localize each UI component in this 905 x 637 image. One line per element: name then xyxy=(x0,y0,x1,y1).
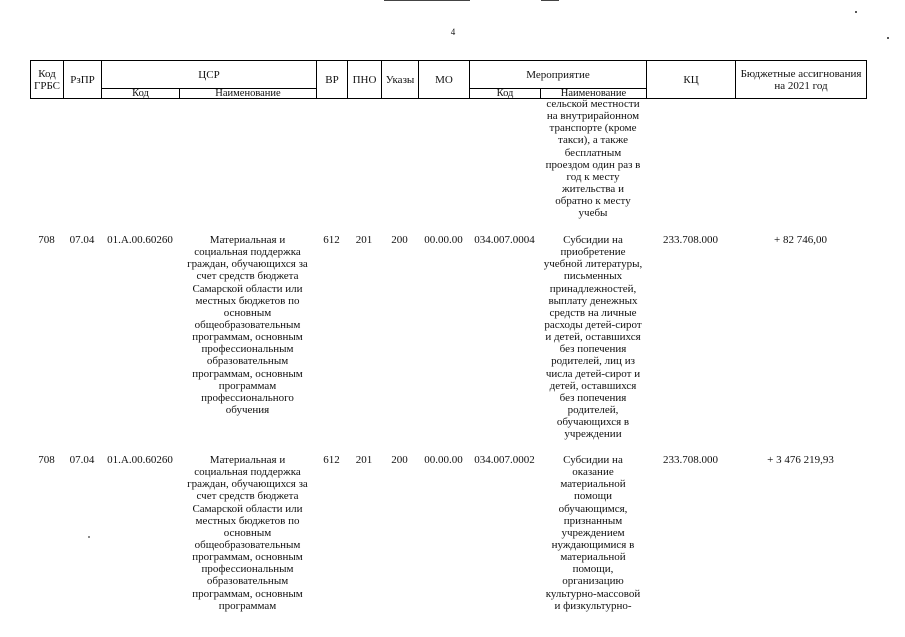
mer-code-cell: 034.007.0002 xyxy=(474,454,535,466)
csr-name-cell-line: счет средств бюджета xyxy=(196,490,299,503)
csr-name-cell-line: профессионального xyxy=(201,391,294,404)
mer-name-cell-line: учреждении xyxy=(564,428,622,441)
mer-name-cell-line: культурно-массовой xyxy=(545,587,641,600)
csr-name-cell-line: общеобразовательным xyxy=(194,538,301,551)
csr-name-cell xyxy=(179,234,316,416)
header-mo: МО xyxy=(419,61,470,99)
mer-name-cell-line: учреждением xyxy=(561,526,625,539)
scan-speck xyxy=(88,536,90,538)
mer-name-cell-line: нуждающимися в xyxy=(551,538,635,551)
csr-name-cell-line: профессиональным xyxy=(201,563,294,576)
mer-name-cell-line: Субсидии на xyxy=(563,234,623,246)
mer-name-cell-line: материальной xyxy=(560,478,626,491)
rzpr-cell: 07.04 xyxy=(69,454,95,466)
mer-name-cell-line: помощи xyxy=(574,490,612,503)
mer-name-cell-line: год к месту xyxy=(566,170,620,183)
csr-name-cell-line: местных бюджетов по xyxy=(195,294,300,307)
header-mer-code: Код xyxy=(470,89,541,99)
mer-name-cell-line: и детей, оставшихся xyxy=(545,331,641,344)
mer-name-cell-line: на внутрирайонном xyxy=(546,110,640,123)
csr-name-cell-line: образовательным xyxy=(206,355,289,368)
vr-cell: 612 xyxy=(323,454,340,466)
mer-name-cell-line: обучающимся, xyxy=(558,502,628,515)
header-csr-code: Код xyxy=(102,89,180,99)
mer-name-cell-line: выплату денежных xyxy=(548,294,638,307)
header-csr-name: Наименование xyxy=(180,89,317,99)
mer-name-cell-line: проездом один раз в xyxy=(545,158,641,171)
header-meropriyatie: Мероприятие xyxy=(470,61,647,89)
csr-name-cell-line: образовательным xyxy=(206,575,289,588)
mer-name-cell-line: без попечения xyxy=(559,391,627,404)
csr-name-cell-line: Материальная и xyxy=(209,454,286,466)
csr-name-cell-line: основным xyxy=(223,526,272,539)
csr-name-cell-line: местных бюджетов по xyxy=(195,514,300,527)
mer-name-cell-line: принадлежностей, xyxy=(549,282,637,295)
header-csr: ЦСР xyxy=(102,61,317,89)
header-grbs-line: Код xyxy=(38,67,56,80)
csr-name-cell-line: социальная поддержка xyxy=(194,246,301,259)
mer-name-cell-line: материальной xyxy=(560,551,626,564)
mer-name-cell-line: учебы xyxy=(578,207,608,220)
ukazy-cell: 200 xyxy=(391,234,408,246)
mer-name-cell-line: учебной литературы, xyxy=(543,258,643,271)
scan-speck xyxy=(855,11,857,13)
mer-name-cell-line: средств на личные xyxy=(549,306,637,319)
pno-cell: 201 xyxy=(355,234,373,246)
header-kc: КЦ xyxy=(647,61,736,99)
mer-code-cell: 034.007.0004 xyxy=(474,234,535,246)
mer-name-cell-line: бесплатным xyxy=(564,146,622,159)
mer-name-cell-line: обучающихся в xyxy=(556,416,630,429)
csr-name-cell-line: программам xyxy=(218,599,277,612)
mo-cell: 00.00.00 xyxy=(424,454,463,466)
mer-name-cell-line: обратно к месту xyxy=(555,195,631,208)
vr-cell: 612 xyxy=(323,234,340,246)
csr-name-cell-line: программам xyxy=(218,379,277,392)
csr-name-cell-line: Материальная и xyxy=(209,234,286,246)
mer-name-cell-line: письменных xyxy=(563,270,623,283)
csr-code-cell: 01.А.00.60260 xyxy=(107,234,173,246)
csr-name-cell-line: социальная поддержка xyxy=(194,466,301,479)
grbs-cell: 708 xyxy=(38,454,55,466)
csr-name-cell-line: профессиональным xyxy=(201,343,294,356)
csr-name-cell-line: обучения xyxy=(225,403,270,416)
header-grbs xyxy=(31,61,64,99)
scan-speck xyxy=(887,37,889,39)
mer-name-cell-line: организацию xyxy=(562,575,624,588)
amount-cell: + 82 746,00 xyxy=(774,234,827,246)
mer-name-cell xyxy=(540,98,646,219)
csr-name-cell-line: граждан, обучающихся за xyxy=(187,478,308,491)
mer-name-cell-line: детей, оставшихся xyxy=(549,379,637,392)
mer-name-cell-line: приобретение xyxy=(560,246,626,259)
header-mer-name: Наименование xyxy=(541,89,647,99)
kc-cell: 233.708.000 xyxy=(663,454,718,466)
csr-name-cell-line: счет средств бюджета xyxy=(196,270,299,283)
mer-name-cell-line: расходы детей-сирот xyxy=(544,318,642,331)
csr-name-cell-line: Самарской области или xyxy=(192,282,303,295)
mer-name-cell-line: транспорте (кроме xyxy=(549,122,637,135)
mer-name-cell-line: без попечения xyxy=(559,343,627,356)
rzpr-cell: 07.04 xyxy=(69,234,95,246)
header-vr: ВР xyxy=(317,61,348,99)
csr-name-cell-line: программам, основным xyxy=(192,587,303,600)
mer-name-cell xyxy=(540,454,646,612)
mer-name-cell-line: числа детей-сирот и xyxy=(545,367,641,380)
csr-name-cell-line: граждан, обучающихся за xyxy=(187,258,308,271)
csr-name-cell-line: программам, основным xyxy=(192,331,303,344)
mer-name-cell-line: помощи, xyxy=(572,563,614,576)
csr-name-cell-line: Самарской области или xyxy=(192,502,303,515)
header-budget xyxy=(736,61,867,99)
mer-name-cell-line: такси), а также xyxy=(558,134,628,147)
csr-name-cell-line: программам, основным xyxy=(192,551,303,564)
csr-name-cell xyxy=(179,454,316,612)
grbs-cell: 708 xyxy=(38,234,55,246)
mer-name-cell-line: сельской местности xyxy=(546,98,640,110)
mer-name-cell-line: и физкультурно- xyxy=(554,599,632,612)
mer-name-cell-line: родителей, xyxy=(567,403,619,416)
csr-name-cell-line: основным xyxy=(223,306,272,319)
header-grbs-line: ГРБС xyxy=(33,79,61,92)
mer-name-cell-line: оказание xyxy=(572,466,614,479)
mer-name-cell xyxy=(540,234,646,440)
page-number: 4 xyxy=(450,27,456,37)
mer-name-cell-line: жительства и xyxy=(562,182,624,195)
scan-edge-mark xyxy=(384,0,470,1)
ukazy-cell: 200 xyxy=(391,454,408,466)
mer-name-cell-line: Субсидии на xyxy=(563,454,623,466)
mer-name-cell-line: признанным xyxy=(563,514,623,527)
mer-name-cell-line: родителей, лиц из xyxy=(551,355,635,368)
csr-name-cell-line: общеобразовательным xyxy=(194,318,301,331)
scan-edge-mark xyxy=(541,0,559,1)
header-budget-line: Бюджетные ассигнования xyxy=(740,67,862,80)
amount-cell: + 3 476 219,93 xyxy=(767,454,834,466)
header-budget-line: на 2021 год xyxy=(774,79,828,92)
header-rzpr: РзПР xyxy=(64,61,102,99)
pno-cell: 201 xyxy=(355,454,373,466)
header-pno: ПНО xyxy=(348,61,382,99)
header-ukazy: Указы xyxy=(382,61,419,99)
csr-name-cell-line: программам, основным xyxy=(192,367,303,380)
csr-code-cell: 01.А.00.60260 xyxy=(107,454,173,466)
mo-cell: 00.00.00 xyxy=(424,234,463,246)
table-header xyxy=(30,60,867,99)
kc-cell: 233.708.000 xyxy=(663,234,718,246)
